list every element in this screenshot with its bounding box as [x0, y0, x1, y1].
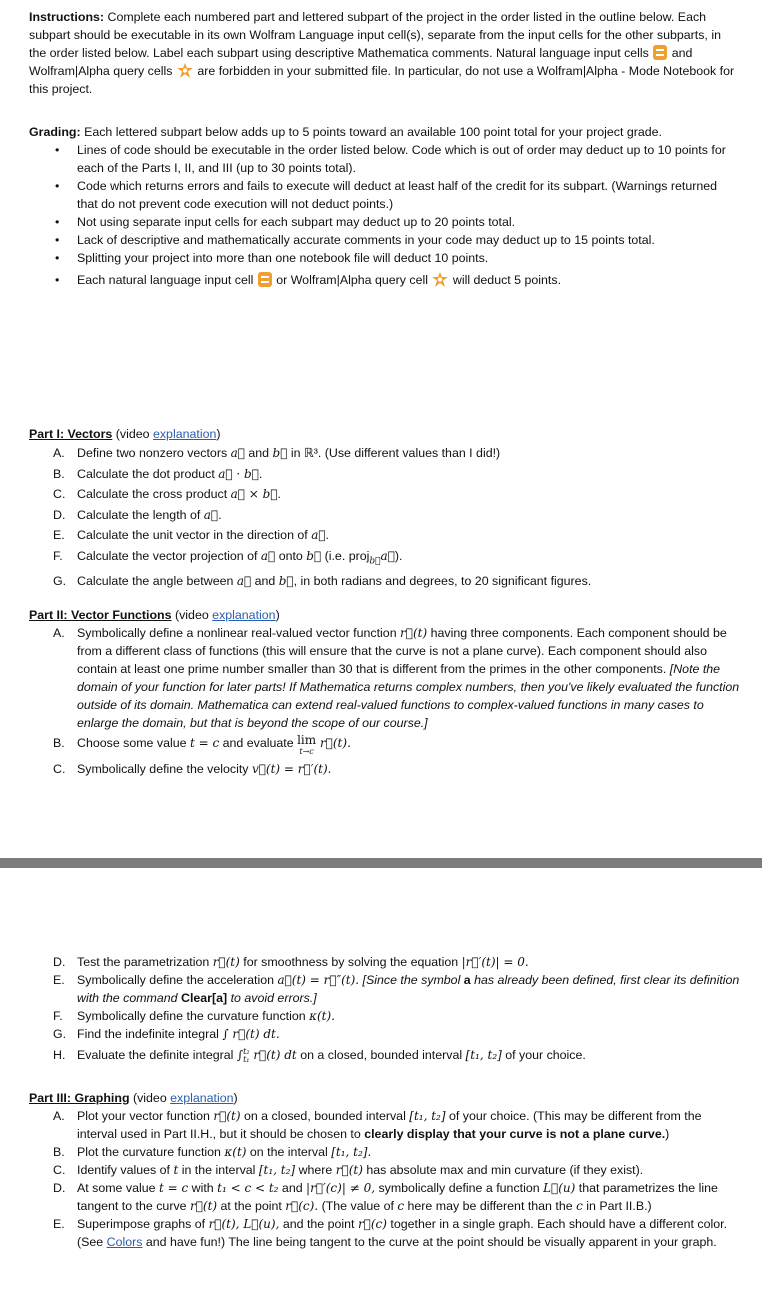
item-note: [Note the domain of your function for later parts! If Mathematica returns complex numbers, then you've likely evaluated the function outside of its domain. Mathematica can extend real-valued functions to complex-valued functions in many cases to enlarge the domain, but that is beyond the scope of our course.] — [77, 662, 740, 730]
item-letter: F. — [53, 1009, 63, 1023]
item-text: in Part II.B.) — [582, 1199, 652, 1213]
item-text: ) — [665, 1127, 670, 1141]
part3-explanation-link[interactable]: explanation — [170, 1091, 234, 1105]
item-text: . — [277, 487, 281, 501]
item-letter: B. — [53, 736, 65, 750]
grading-item — [29, 271, 741, 289]
math: t = c — [158, 1181, 189, 1195]
part2-video-text: (video — [171, 608, 213, 622]
item-text: and have fun!) The line being tangent to the curve at the point should be visually apparent in your graph. — [142, 1235, 717, 1249]
item-text: Symbolically define the curvature function — [77, 1009, 310, 1023]
math: r⃗(t) — [213, 1109, 241, 1123]
item-text: where — [295, 1163, 336, 1177]
item-letter: A. — [53, 1109, 65, 1123]
part3-title: Part III: Graphing — [29, 1091, 130, 1105]
part3-item-a — [29, 1107, 741, 1143]
part1-item-c — [29, 484, 741, 505]
natural-language-icon — [653, 45, 667, 60]
part1-explanation-link[interactable]: explanation — [152, 427, 217, 441]
grading-item: • Code which returns errors and fails to execute will deduct at least half of the credit for its subpart. (Warnings returned that do not prevent code execution will not deduct points.) — [29, 177, 741, 213]
item-text: . — [325, 528, 329, 542]
part1-item-d — [29, 505, 741, 526]
math: r⃗(t) — [400, 626, 428, 640]
part2-list — [29, 624, 741, 778]
wolfram-alpha-icon — [432, 272, 448, 288]
item-note: to avoid errors.] — [227, 991, 317, 1005]
item-text: Evaluate the definite integral — [77, 1048, 237, 1062]
part2-item-h — [29, 1046, 741, 1064]
math: [t₁, t₂]. — [331, 1145, 372, 1159]
grading-intro — [29, 123, 741, 141]
item-letter: C. — [53, 487, 66, 501]
item-text: in ℝ³. (Use different values than I did!) — [287, 446, 501, 460]
math: r⃗(t). — [316, 736, 351, 750]
item-text: ). — [394, 548, 403, 563]
item-text: Calculate the vector projection of — [77, 548, 261, 563]
part3-item-b — [29, 1143, 741, 1161]
math: |r⃗′(t)| = 0. — [461, 955, 529, 969]
grading-intro-text: Each lettered subpart below adds up to 5 points toward an available 100 point total for your project grade. — [80, 125, 662, 139]
item-text: Symbolically define a nonlinear real-valued vector function — [77, 626, 401, 640]
item-text: and the point — [279, 1217, 358, 1231]
item-letter: A. — [53, 626, 65, 640]
math: r⃗(t) — [212, 955, 240, 969]
item-text: (The value of — [318, 1199, 398, 1213]
part3-list — [29, 1107, 741, 1251]
item-text: with — [188, 1181, 218, 1195]
math: a⃗(t) = r⃗″(t). — [277, 973, 360, 987]
part2-list-continued — [29, 953, 741, 1064]
natural-language-icon — [258, 272, 272, 287]
item-text: on a closed, bounded interval — [240, 1109, 410, 1123]
item-letter: D. — [53, 507, 66, 522]
instructions-text: and Wolfram|Alpha query cells — [29, 46, 693, 78]
item-text: having three components. Each component should be from a different class of functions (this will ensure that the curve is not a plane curve). Each component should also contain at least one prime number smaller than 30 that is different from the primes in the other components. — [77, 626, 727, 676]
item-text: Calculate the dot product — [77, 466, 219, 481]
grading-label: Grading: — [29, 125, 81, 139]
item-letter: E. — [53, 973, 65, 987]
item-text: that parametrizes the line tangent to the curve — [77, 1181, 718, 1213]
grading-item: • Not using separate input cells for each subpart may deduct up to 20 points total. — [29, 213, 741, 231]
item-text: of your choice. (This may be different from the interval used in Part II.H., but it should be chosen to — [77, 1109, 702, 1141]
part1-video-text: (video — [112, 427, 153, 441]
item-text: has absolute max and min curvature (if they exist). — [362, 1163, 644, 1177]
math: a⃗ — [230, 446, 245, 460]
item-letter: B. — [53, 1145, 65, 1159]
math: t — [173, 1163, 179, 1177]
math: lim — [297, 733, 317, 747]
clear-command: Clear[a] — [181, 991, 228, 1005]
item-text: and — [244, 446, 273, 460]
math: ∫ r⃗(t) dt. — [222, 1027, 280, 1041]
math: [t₁, t₂] — [465, 1048, 502, 1062]
part1-item-e — [29, 525, 741, 546]
math: t→c — [299, 747, 314, 756]
colors-link[interactable]: Colors — [106, 1235, 143, 1249]
part1-item-f — [29, 546, 741, 572]
math: r⃗(t) dt — [249, 1048, 297, 1062]
item-text: at the point — [217, 1199, 286, 1213]
item-text: Plot the curvature function — [77, 1145, 225, 1159]
part2-block — [29, 606, 741, 778]
item-letter: C. — [53, 762, 66, 776]
math: c — [576, 1199, 583, 1213]
item-text: Find the indefinite integral — [77, 1027, 223, 1041]
item-text: (i.e. proj — [321, 548, 370, 563]
grading-block — [29, 123, 741, 289]
part1-title: Part I: Vectors — [29, 427, 113, 441]
item-text: Choose some value — [77, 736, 190, 750]
grading-item: • Lack of descriptive and mathematically accurate comments in your code may deduct up to 15 points total. — [29, 231, 741, 249]
item-text: Calculate the unit vector in the direction of — [77, 528, 312, 542]
item-letter: G. — [53, 574, 67, 589]
math: a⃗ · b⃗ — [218, 466, 259, 481]
part2-continued-block — [29, 953, 741, 1064]
item-text: Identify values of — [77, 1163, 174, 1177]
part2-heading — [29, 606, 741, 624]
math: r⃗(c). — [285, 1199, 319, 1213]
instructions-label: Instructions: — [29, 10, 105, 24]
item-letter: B. — [53, 466, 65, 481]
part3-item-e — [29, 1215, 741, 1251]
part2-title: Part II: Vector Functions — [29, 608, 172, 622]
math: a⃗ — [380, 548, 395, 563]
math: [t₁, t₂] — [409, 1109, 446, 1123]
item-text: Calculate the angle between — [77, 574, 237, 589]
part1-heading — [29, 425, 741, 443]
item-letter: C. — [53, 1163, 66, 1177]
part2-close-paren: ) — [275, 608, 280, 622]
part1-list — [29, 443, 741, 592]
math: r⃗(c) — [357, 1217, 387, 1231]
math: c — [397, 1199, 405, 1213]
item-text: Calculate the length of — [77, 507, 204, 522]
part2-explanation-link[interactable]: explanation — [212, 608, 276, 622]
grading-text: or Wolfram|Alpha query cell — [276, 273, 432, 287]
math: t₁ < c < t₂ — [217, 1181, 279, 1195]
part1-block — [29, 425, 741, 592]
item-note: has already been defined, first clear its definition with the command — [77, 973, 740, 1005]
grading-text: will deduct 5 points. — [449, 273, 562, 287]
part2-item-f — [29, 1007, 741, 1025]
item-text: and — [278, 1181, 307, 1195]
part2-item-b — [29, 734, 741, 758]
item-text: on a closed, bounded interval — [296, 1048, 466, 1062]
part3-item-d — [29, 1179, 741, 1215]
math: t₁ — [243, 1054, 250, 1064]
part1-item-b — [29, 464, 741, 485]
part1-close-paren: ) — [216, 427, 221, 441]
math: κ(t) — [224, 1145, 247, 1159]
item-letter: H. — [53, 1048, 66, 1062]
math: r⃗(t) — [189, 1199, 218, 1213]
part2-item-c — [29, 760, 741, 778]
item-text: together in a single graph. Each should have a different color. (See — [77, 1217, 728, 1249]
math: b⃗ — [306, 548, 322, 563]
grading-list — [29, 141, 741, 289]
math: |r⃗′(c)| ≠ 0, — [306, 1181, 376, 1195]
math: a⃗ — [236, 574, 252, 589]
item-text: and evaluate — [219, 736, 298, 750]
item-text: symbolically define a function — [375, 1181, 544, 1195]
item-bold: clearly display that your curve is not a plane curve. — [364, 1127, 666, 1141]
item-text: Define two nonzero vectors — [77, 446, 231, 460]
item-text: on the interval — [246, 1145, 332, 1159]
math: a⃗ — [311, 528, 326, 542]
item-text: of your choice. — [501, 1048, 586, 1062]
math: t₂ — [243, 1046, 250, 1056]
instructions-text: Complete each numbered part and lettered subpart of the project in the order listed in the outline below. Each subpart should be executable in its own Wolfram Language input cell(s), separate from the input cells for the other subparts, in the order listed below. Label each subpart using descriptive Mathematica comments. Natural language input cells — [29, 10, 721, 60]
item-text: in the interval — [178, 1163, 259, 1177]
part3-video-text: (video — [129, 1091, 171, 1105]
item-text: , in both radians and degrees, to 20 significant figures. — [293, 574, 592, 589]
math: v⃗(t) = r⃗′(t). — [251, 762, 332, 776]
part3-item-c — [29, 1161, 741, 1179]
math: r⃗(t) — [335, 1163, 363, 1177]
item-text: for smoothness by solving the equation — [239, 955, 462, 969]
item-text: and — [251, 574, 279, 589]
item-letter: E. — [53, 1217, 65, 1231]
grading-item: • Lines of code should be executable in the order listed below. Code which is out of order may deduct up to 10 points for each of the Parts I, II, and III (up to 30 points total). — [29, 141, 741, 177]
item-text: At some value — [77, 1181, 159, 1195]
math: b⃗ — [272, 446, 288, 460]
item-text: Symbolically define the acceleration — [77, 973, 278, 987]
math: a⃗ × b⃗ — [230, 487, 278, 501]
part3-block — [29, 1089, 741, 1251]
item-text: Superimpose graphs of — [77, 1217, 209, 1231]
math: r⃗(t), L⃗(u), — [208, 1217, 280, 1231]
item-letter: D. — [53, 1181, 66, 1195]
item-text: Test the parametrization — [77, 955, 213, 969]
math: a⃗ — [203, 507, 219, 522]
item-text: Calculate the cross product — [77, 487, 231, 501]
item-text: . — [258, 466, 263, 481]
item-text: Symbolically define the velocity — [77, 762, 252, 776]
grading-text: Each natural language input cell — [77, 273, 257, 287]
instructions-paragraph — [29, 8, 741, 98]
part1-item-g — [29, 571, 741, 592]
item-letter: E. — [53, 528, 65, 542]
item-letter: G. — [53, 1027, 67, 1041]
math: κ(t). — [309, 1009, 335, 1023]
math: L⃗(u) — [543, 1181, 576, 1195]
instructions-text: are forbidden in your submitted file. In particular, do not use a Wolfram|Alpha - Mode Notebook for this project. — [29, 64, 735, 96]
limit-expression — [297, 734, 316, 758]
part1-item-a — [29, 443, 741, 464]
item-letter: D. — [53, 955, 66, 969]
part2-item-d — [29, 953, 741, 971]
grading-item: • Splitting your project into more than one notebook file will deduct 10 points. — [29, 249, 741, 267]
item-text: Plot your vector function — [77, 1109, 214, 1123]
part2-item-g — [29, 1025, 741, 1043]
math: ∫ — [236, 1048, 244, 1062]
math: a⃗ — [260, 548, 276, 563]
math: t = c — [189, 736, 220, 750]
page-divider — [0, 858, 762, 868]
item-note: [Since the symbol — [359, 973, 464, 987]
math: [t₁, t₂] — [258, 1163, 296, 1177]
part3-heading — [29, 1089, 741, 1107]
math: b⃗ — [278, 574, 294, 589]
part2-item-e — [29, 971, 741, 1007]
item-text: . — [218, 507, 222, 522]
part2-item-a — [29, 624, 741, 732]
item-letter: A. — [53, 446, 65, 460]
wolfram-alpha-icon — [177, 63, 193, 79]
item-note-bold: a — [463, 973, 471, 987]
math: b⃗ — [369, 555, 381, 566]
item-text: onto — [275, 548, 307, 563]
item-text: here may be different than the — [404, 1199, 577, 1213]
item-letter: F. — [53, 548, 63, 563]
instructions-block — [29, 8, 741, 98]
part3-close-paren: ) — [233, 1091, 238, 1105]
